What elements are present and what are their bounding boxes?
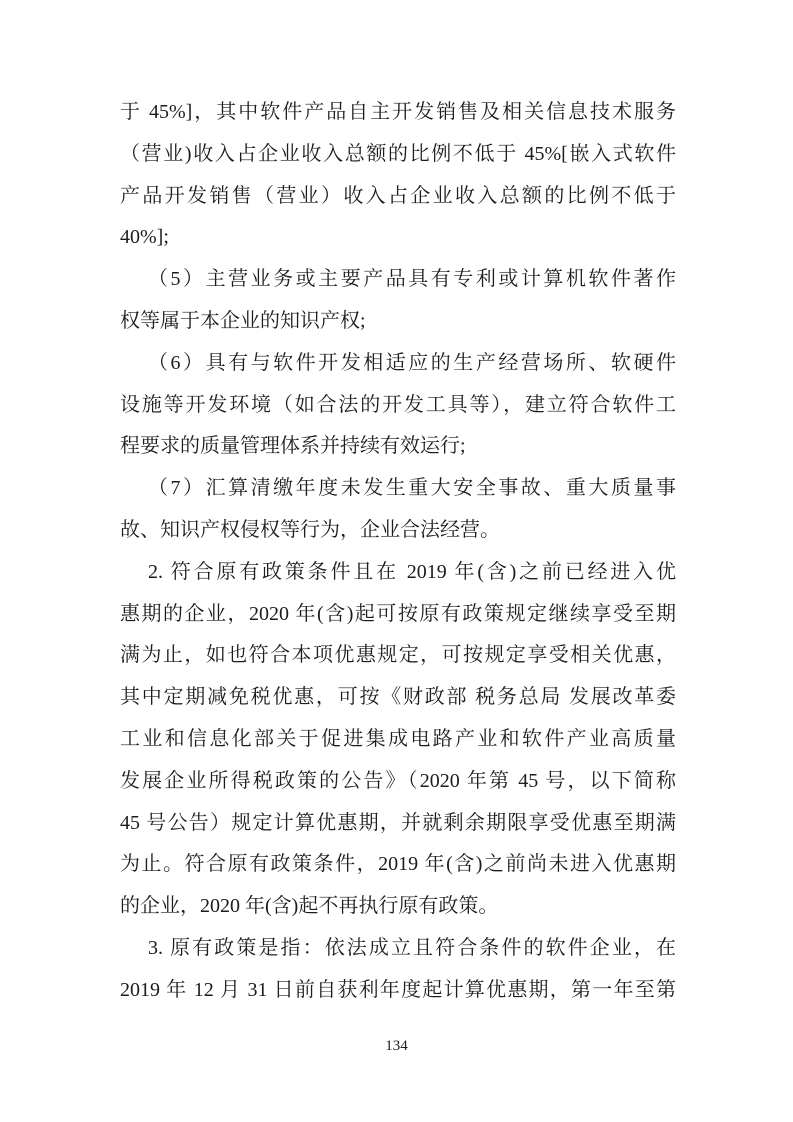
page-number: 134 xyxy=(385,1038,408,1054)
text-line: 其中定期减免税优惠，可按《财政部 税务总局 发展改革委 xyxy=(120,686,676,709)
text-line: 权等属于本企业的知识产权; xyxy=(120,309,366,332)
text-line: （营业)收入占企业收入总额的比例不低于 45%[嵌入式软件 xyxy=(120,142,676,165)
text-line: 产品开发销售（营业）收入占企业收入总额的比例不低于 xyxy=(120,184,676,207)
document-body-text xyxy=(120,92,676,1012)
text-line: 于 45%]，其中软件产品自主开发销售及相关信息技术服务 xyxy=(120,101,676,123)
text-line: 故、知识产权侵权等行为，企业合法经营。 xyxy=(120,518,500,541)
text-line: 满为止，如也符合本项优惠规定，可按规定享受相关优惠， xyxy=(120,644,676,667)
text-line: 的企业，2020 年(含)起不再执行原有政策。 xyxy=(120,895,499,918)
text-line: 发展企业所得税政策的公告》（2020 年第 45 号，以下简称 xyxy=(120,769,676,792)
text-line: 2019 年 12 月 31 日前自获利年度起计算优惠期，第一年至第 xyxy=(120,978,676,1001)
text-line: （6）具有与软件开发相适应的生产经营场所、软硬件 xyxy=(148,351,676,374)
text-line: 3. 原有政策是指：依法成立且符合条件的软件企业，在 xyxy=(148,936,676,959)
text-line: 惠期的企业，2020 年(含)起可按原有政策规定继续享受至期 xyxy=(120,602,676,625)
text-line: 40%]; xyxy=(120,226,169,249)
text-line: 45 号公告）规定计算优惠期，并就剩余期限享受优惠至期满 xyxy=(120,811,676,834)
text-line: 设施等开发环境（如合法的开发工具等），建立符合软件工 xyxy=(120,393,676,416)
text-line: 2. 符合原有政策条件且在 2019 年(含)之前已经进入优 xyxy=(148,560,676,583)
text-line: 为止。符合原有政策条件，2019 年(含)之前尚未进入优惠期 xyxy=(120,853,676,876)
text-line: （7）汇算清缴年度未发生重大安全事故、重大质量事 xyxy=(148,477,676,500)
text-line: 程要求的质量管理体系并持续有效运行; xyxy=(120,435,466,458)
text-line: （5）主营业务或主要产品具有专利或计算机软件著作 xyxy=(148,268,676,291)
text-line: 工业和信息化部关于促进集成电路产业和软件产业高质量 xyxy=(120,727,676,750)
